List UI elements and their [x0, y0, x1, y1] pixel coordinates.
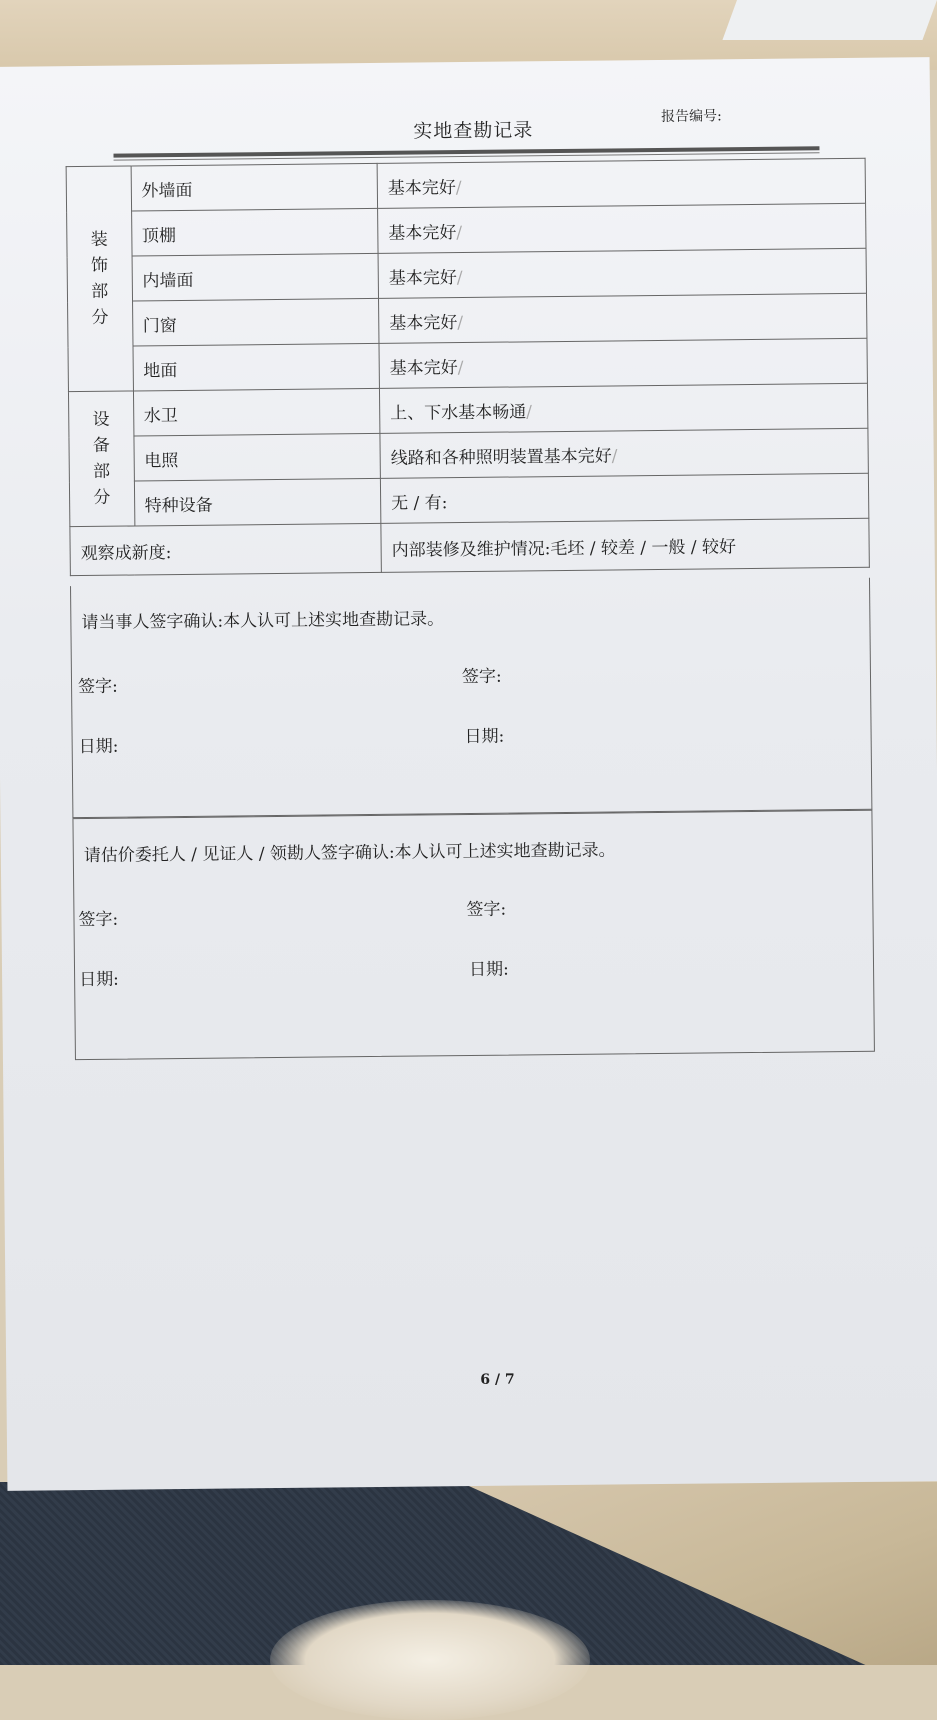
document-title: 实地查勘记录 — [413, 119, 534, 143]
party-confirmation-block — [70, 578, 872, 818]
party-sign-right: 签字: — [461, 666, 502, 688]
row-value: 基本完好/ — [379, 338, 867, 388]
row-label: 门窗 — [132, 298, 379, 346]
group-char: 分 — [93, 487, 111, 508]
client-date-right: 日期: — [468, 959, 509, 981]
document-page — [0, 57, 937, 1491]
client-confirmation-text: 请估价委托人 / 见证人 / 领勘人签字确认:本人认可上述实地查勘记录。 — [83, 840, 616, 867]
desk-corner — [722, 0, 937, 40]
decoration-group-label — [66, 166, 133, 392]
page-number: 6 / 7 — [480, 1371, 515, 1388]
row-label: 特种设备 — [134, 478, 381, 526]
row-value: 线路和各种照明装置基本完好/ — [380, 428, 868, 478]
row-label: 外墙面 — [131, 163, 378, 211]
row-value: 基本完好/ — [378, 248, 866, 298]
row-label: 内墙面 — [132, 253, 379, 301]
table-row — [70, 518, 869, 575]
row-value: 无 / 有: — [380, 473, 868, 523]
row-value: 基本完好/ — [377, 158, 865, 208]
interior-condition-cell: 内部装修及维护情况:毛坯 / 较差 / 一般 / 较好 — [381, 518, 869, 572]
row-label: 电照 — [134, 433, 381, 481]
group-char: 装 — [90, 229, 108, 250]
row-value: 上、下水基本畅通/ — [379, 383, 867, 433]
row-label: 地面 — [133, 343, 380, 391]
row-value: 基本完好/ — [379, 293, 867, 343]
group-char: 备 — [92, 435, 110, 456]
group-char: 分 — [91, 307, 109, 328]
party-sign-left: 签字: — [77, 676, 118, 698]
client-sign-left: 签字: — [78, 909, 119, 931]
survey-table — [66, 158, 870, 576]
group-char: 部 — [91, 281, 109, 302]
equipment-group-label — [68, 391, 134, 527]
row-label: 水卫 — [133, 388, 380, 436]
party-date-right: 日期: — [464, 726, 505, 748]
client-date-left: 日期: — [79, 969, 119, 991]
newness-cell: 观察成新度: — [70, 523, 381, 575]
party-date-left: 日期: — [78, 736, 119, 758]
group-char: 饰 — [90, 255, 109, 276]
party-confirmation-text: 请当事人签字确认:本人认可上述实地查勘记录。 — [81, 609, 445, 634]
report-number-label: 报告编号: — [661, 108, 722, 125]
client-sign-right: 签字: — [466, 899, 507, 921]
row-value: 基本完好/ — [378, 203, 866, 253]
row-label: 顶棚 — [131, 208, 378, 256]
group-char: 部 — [92, 461, 111, 482]
fluffy-object — [270, 1600, 590, 1720]
group-char: 设 — [92, 409, 110, 430]
client-confirmation-block — [72, 810, 874, 1060]
